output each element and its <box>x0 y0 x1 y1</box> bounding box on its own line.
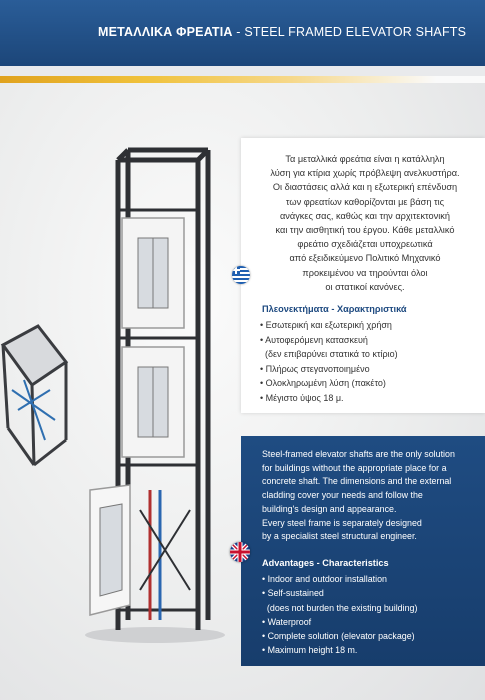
list-item: • Εσωτερική και εξωτερική χρήση <box>260 320 392 330</box>
english-line: by a specialist steel structural engineer. <box>262 531 417 542</box>
header-banner <box>0 0 485 66</box>
list-item: (δεν επιβαρύνει στατικά το κτίριο) <box>260 349 398 360</box>
greek-line: Τα μεταλλικά φρεάτια είναι η κατάλληλη <box>285 154 445 164</box>
greek-line: ανάγκες σας, καθώς και την αρχιτεκτονική <box>280 210 450 221</box>
greek-line: φρεάτιο σχεδιάζεται υποχρεωτικά <box>297 239 433 250</box>
list-item: • Αυτοφερόμενη κατασκευή <box>260 334 368 345</box>
english-line: concrete shaft. The dimensions and the external <box>262 476 452 487</box>
page-title-greek: ΜΕΤΑΛΛΙΚΑ ΦΡΕΑΤΙΑ <box>98 25 233 39</box>
cube-frame-illustration <box>3 326 66 465</box>
list-item: • Complete solution (elevator package) <box>262 631 415 642</box>
greek-line: λύση για κτίρια χωρίς πρόβλεψη ανελκυστήρα. <box>270 168 460 179</box>
page-title-english: - STEEL FRAMED ELEVATOR SHAFTS <box>232 25 467 39</box>
greek-line: Οι διαστάσεις αλλά και η εξωτερική επένδυση <box>272 182 458 193</box>
english-line: Every steel frame is separately designed <box>262 517 422 528</box>
elevator-shaft-illustration <box>0 90 240 650</box>
floor-shadow <box>85 627 225 643</box>
list-item: • Maximum height 18 m. <box>262 645 358 656</box>
list-item: • Πλήρως στεγανοποιημένο <box>260 363 370 374</box>
english-line: Steel-framed elevator shafts are the only solution <box>262 449 455 459</box>
english-description-card <box>241 436 485 666</box>
english-advantages-title: Advantages - Characteristics <box>262 558 389 568</box>
page-title <box>98 25 466 39</box>
english-line: cladding cover your needs and follow the <box>262 490 423 501</box>
greek-description <box>249 152 481 294</box>
greek-advantages-list <box>260 318 398 406</box>
english-line: building's design and appearance. <box>262 503 397 514</box>
list-item: • Indoor and outdoor installation <box>262 574 387 584</box>
elevator-door-open <box>90 485 130 615</box>
greek-description-card <box>241 138 485 413</box>
uk-flag-icon <box>230 542 250 562</box>
elevator-door-upper <box>122 218 184 328</box>
list-item: (does not burden the existing building) <box>262 602 418 613</box>
english-line: for buildings without the appropriate place for a <box>262 462 447 473</box>
greek-line: και την αισθητική του έργου. Κάθε μεταλλικό <box>275 225 455 236</box>
elevator-door-middle <box>122 347 184 457</box>
accent-stripe <box>0 76 485 83</box>
list-item: • Μέγιστο ύψος 18 μ. <box>260 392 344 403</box>
english-advantages-list <box>262 572 417 658</box>
list-item: • Ολοκληρωμένη λύση (πακέτο) <box>260 378 386 389</box>
list-item: • Self-sustained <box>262 588 324 599</box>
greek-advantages-title: Πλεονεκτήματα - Χαρακτηριστικά <box>262 304 407 314</box>
list-item: • Waterproof <box>262 616 312 627</box>
greek-line: των φρεατίων καθορίζονται με βάση τις <box>285 196 445 207</box>
english-description <box>262 448 480 544</box>
greece-flag-icon <box>232 266 250 284</box>
greek-line: προκειμένου να τηρούνται όλοι <box>302 267 428 278</box>
greek-line: από εξειδικεύμενο Πολιτικό Μηχανικό <box>289 253 441 264</box>
greek-line: οι στατικοί κανόνες. <box>325 281 405 292</box>
